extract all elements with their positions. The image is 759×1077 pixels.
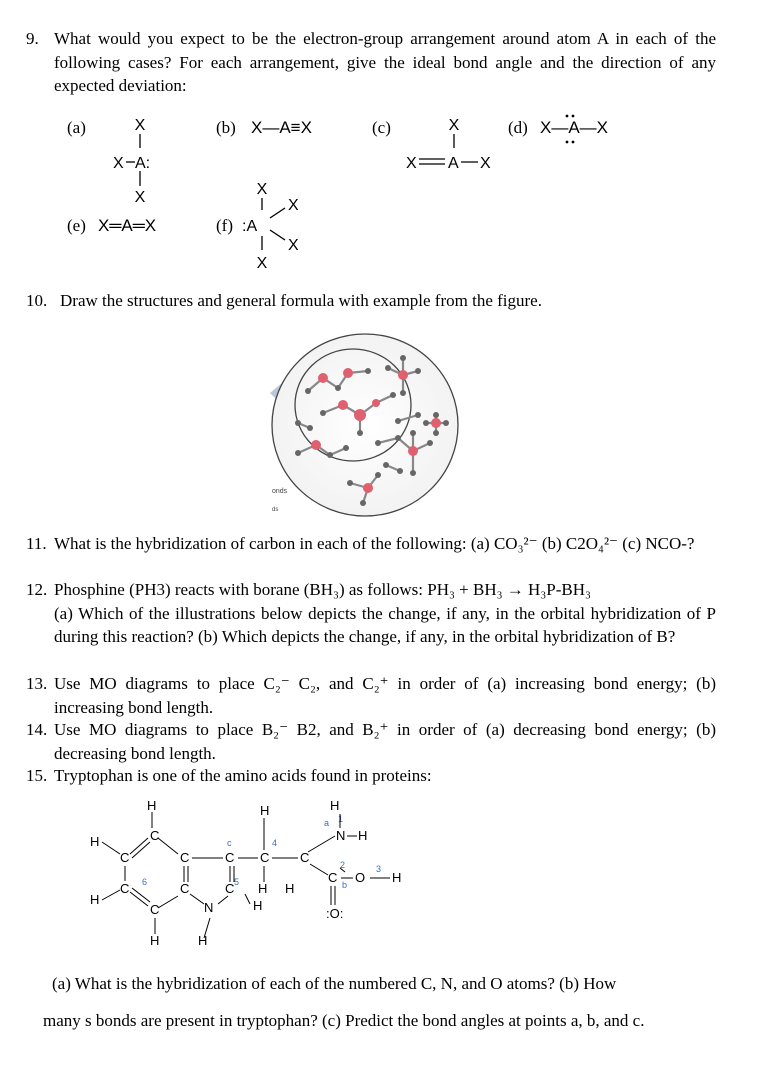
svg-text:1: 1 [338,814,344,824]
svg-text:H: H [253,898,263,913]
question-15-followup-1: (a) What is the hybridization of each of the numbered C, N, and O atoms? (b) How [52,974,617,993]
svg-text:6: 6 [142,877,148,887]
svg-text:X: X [256,181,268,198]
question-11 [26,532,716,556]
svg-text:X: X [134,189,146,206]
svg-text:N: N [204,900,214,915]
tryptophan-structure [80,790,420,955]
question-text: What would you expect to be the electron-group arrangement around atom A in each of the following cases? For each arrangement, give the ideal bond angle and the direction of any expected deviation: [54,29,716,95]
structure-c [400,112,510,182]
svg-text:H: H [258,881,268,896]
question-number: 10. [26,291,48,310]
svg-text:H: H [358,828,368,843]
part-label-d: (d) [508,118,528,137]
question-10 [26,289,716,313]
part-label-f: (f) [216,216,233,235]
svg-text:X: X [256,255,268,272]
svg-text:C: C [225,881,235,896]
question-15-followup-2: many s bonds are present in tryptophan? (c) Predict the bond angles at points a, b, and c. [43,1011,645,1030]
svg-text::O:: :O: [326,906,344,921]
svg-text:X: X [288,197,299,214]
svg-text:2: 2 [340,860,346,870]
question-text: Draw the structures and general formula with example from the figure. [60,291,542,310]
svg-text:X: X [448,117,460,134]
svg-text:H: H [392,870,402,885]
question-text: What is the hybridization of carbon in each of the following: (a) CO₃²⁻ (b) C2O₄²⁻ (c) NCO-? [54,534,695,553]
formula-e: X═A═X [98,216,157,235]
question-number: 12. [26,580,48,599]
question-text: Tryptophan is one of the amino acids found in proteins: [54,766,432,785]
question-text: Use MO diagrams to place B₂⁻ B2, and B₂⁺ in order of (a) decreasing bond energy; (b) decreasing bond length. [54,720,716,763]
svg-text:3: 3 [376,864,382,874]
svg-text:C: C [225,850,235,865]
svg-text:C: C [150,902,160,917]
lone-pairs-d [560,110,590,150]
svg-text:H: H [285,881,295,896]
question-number: 14. [26,720,48,739]
svg-text:4: 4 [272,838,278,848]
svg-text:H: H [90,892,100,907]
molecular-figure [268,333,468,518]
part-label-a: (a) [67,118,86,137]
structure-f [240,178,320,273]
svg-text:b: b [342,880,348,890]
svg-text:A:: A: [135,155,151,172]
question-15 [26,764,716,788]
part-label-c: (c) [372,118,391,137]
svg-text:H: H [90,834,100,849]
svg-text:X: X [134,117,146,134]
question-subtext: (a) Which of the illustrations below depicts the change, if any, in the orbital hybridization of P during this reaction? (b) Which depicts the change, if any, in the orbital hybridization of B? [54,603,716,646]
svg-text:X: X [406,155,417,172]
svg-text:X: X [480,155,491,172]
svg-text:5: 5 [234,877,240,887]
svg-text:O: O [355,870,366,885]
svg-text:H: H [330,798,340,813]
question-number: 13. [26,674,48,693]
svg-text:N: N [336,828,346,843]
svg-text:X: X [288,237,299,254]
question-14 [26,718,716,765]
svg-text:C: C [120,850,130,865]
svg-text:a: a [324,818,330,828]
svg-text:C: C [300,850,310,865]
formula-d: X—A—X [540,118,609,137]
svg-text:H: H [147,798,157,813]
svg-text:H: H [198,933,208,948]
svg-text:C: C [180,850,190,865]
svg-text:X: X [113,155,124,172]
question-number: 9. [26,29,39,48]
svg-text:C: C [120,881,130,896]
svg-text:A: A [448,155,459,172]
svg-text:C: C [180,881,190,896]
question-number: 15. [26,766,48,785]
svg-text:c: c [227,838,232,848]
figure-label-ds: ds [272,507,279,513]
part-label-b: (b) [216,118,236,137]
question-9 [26,27,716,98]
svg-text:H: H [260,803,270,818]
question-text: Phosphine (PH3) reacts with borane (BH₃) as follows: PH₃ + BH₃ → H₃P-BH₃ [54,580,591,599]
question-text: Use MO diagrams to place C₂⁻ C₂, and C₂⁺ in order of (a) increasing bond energy; (b) increasing bond length. [54,674,716,717]
question-number: 11. [26,534,47,553]
svg-text:C: C [328,870,338,885]
formula-b: X—A≡X [251,118,312,137]
part-label-e: (e) [67,216,86,235]
figure-label-onds: onds [272,488,288,495]
question-12 [26,578,716,649]
structure-a [95,112,185,212]
svg-text:C: C [150,828,160,843]
svg-text:C: C [260,850,270,865]
svg-text:H: H [150,933,160,948]
question-13 [26,672,716,719]
svg-text::A: :A [242,218,258,235]
